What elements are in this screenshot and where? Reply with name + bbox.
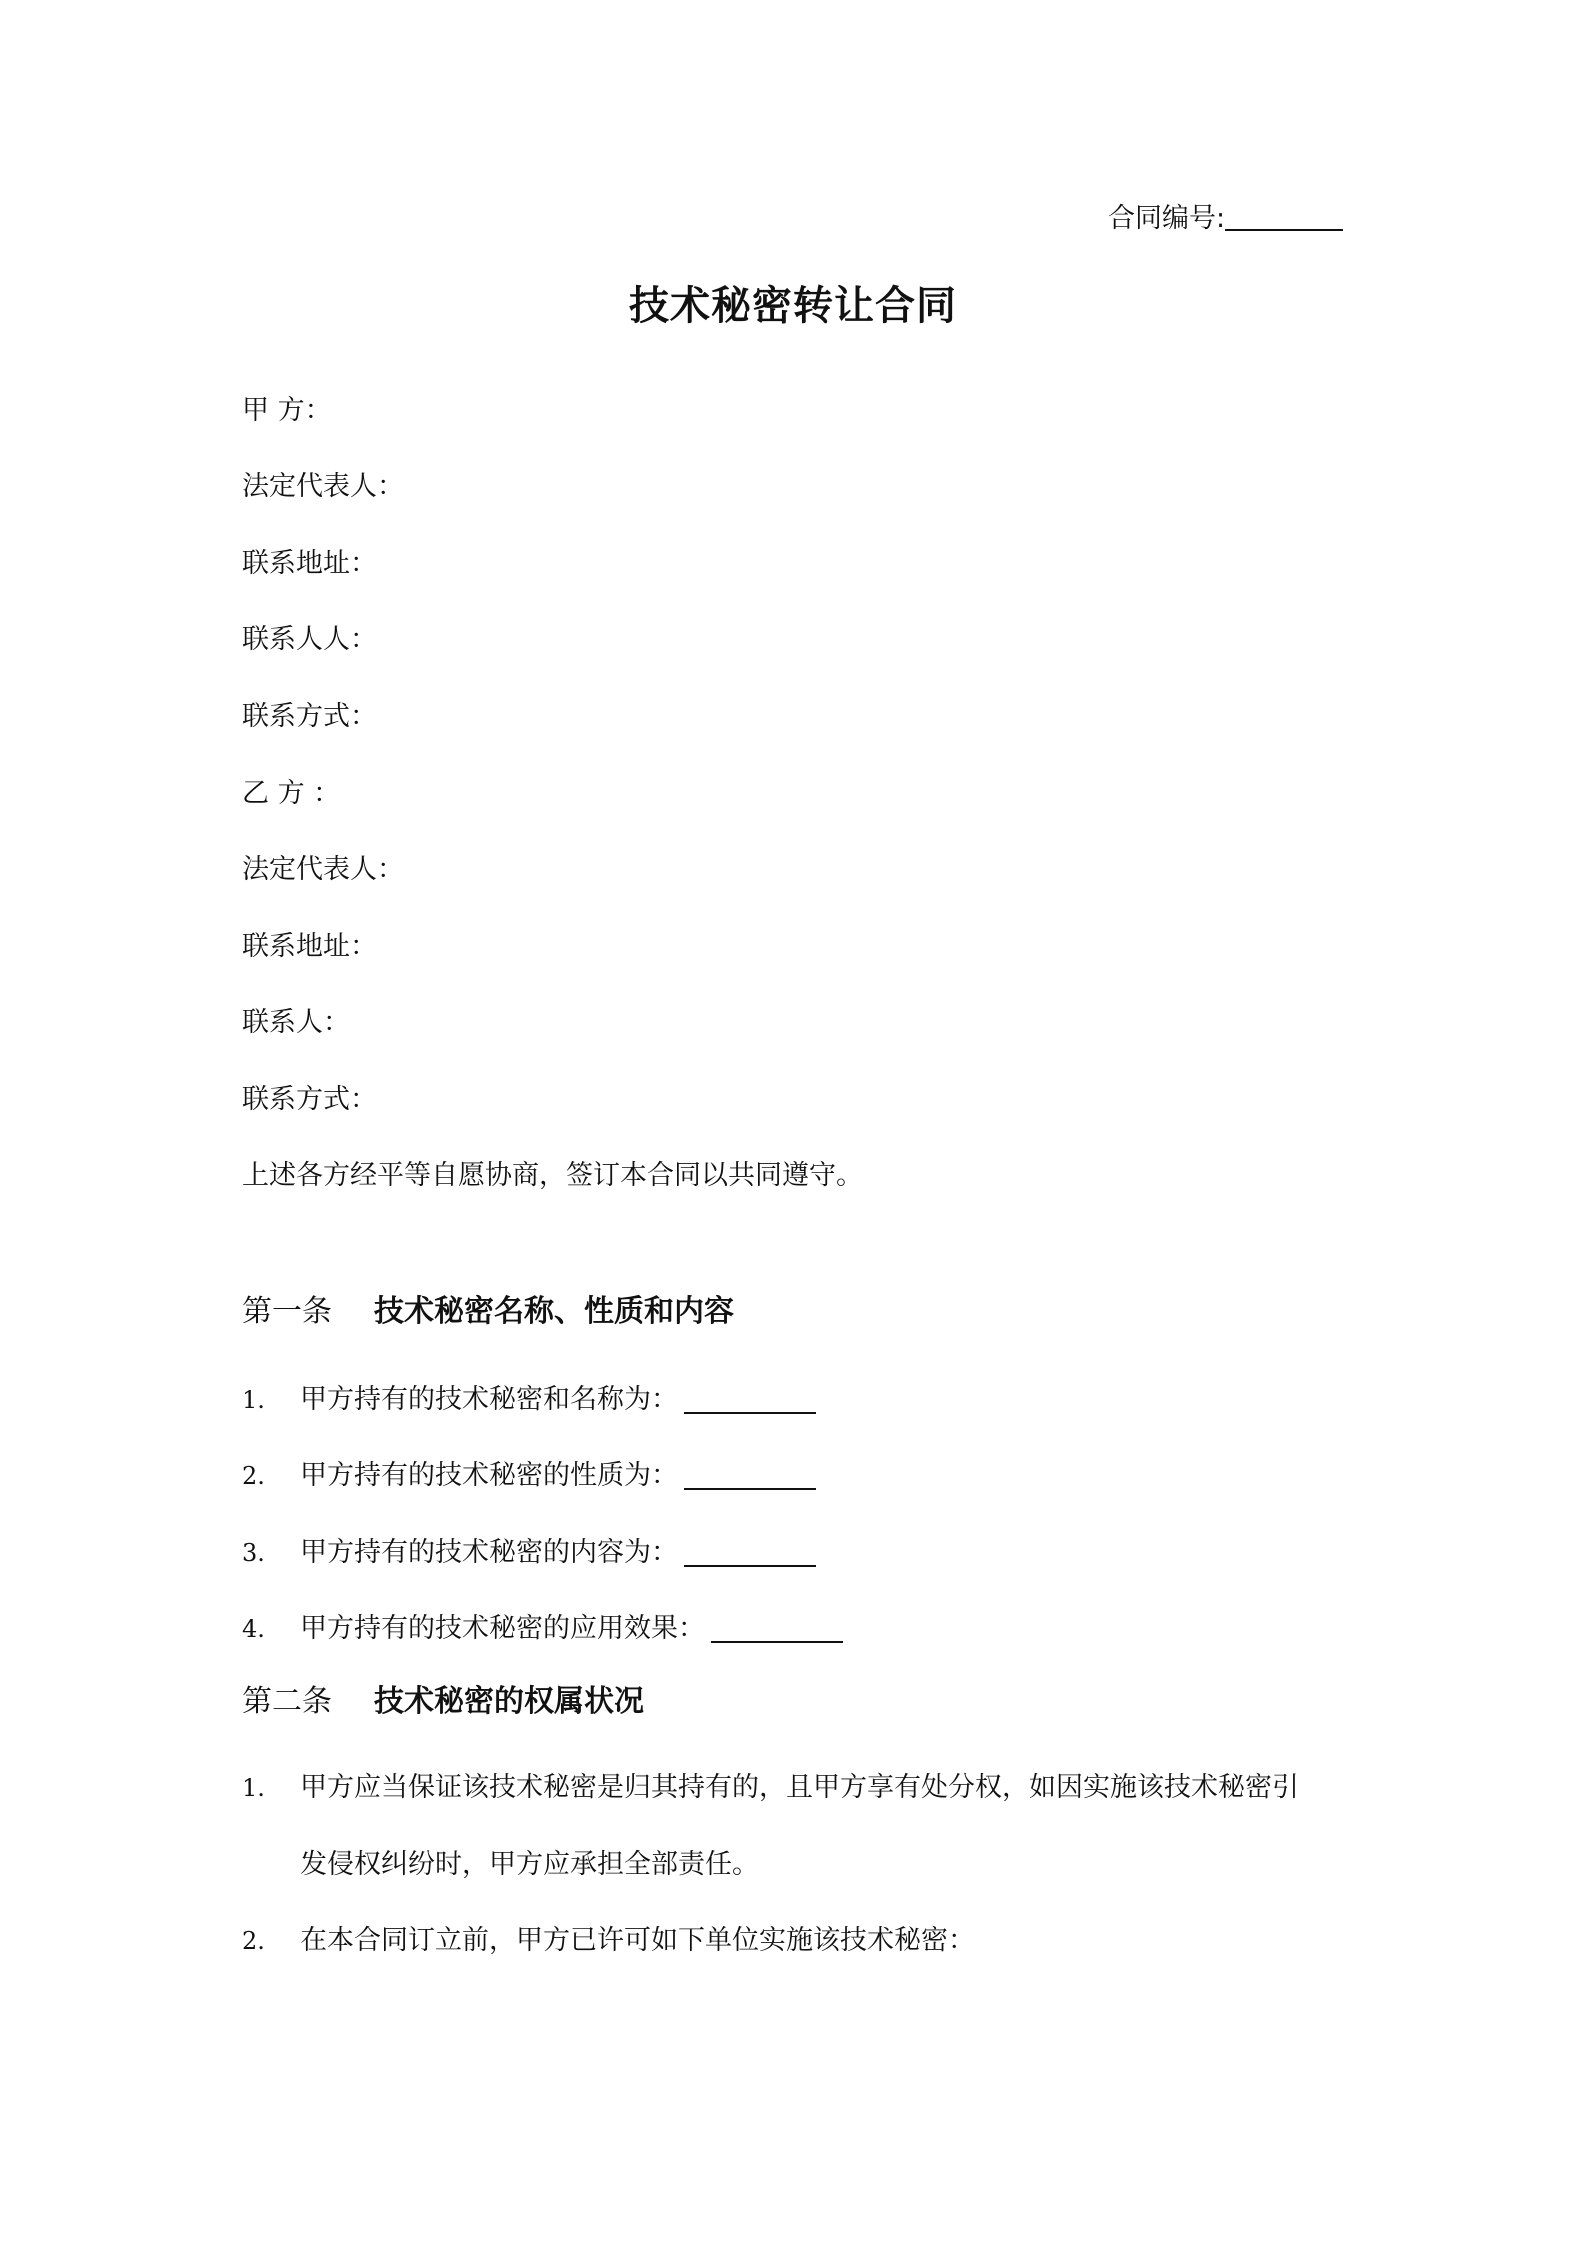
- item-index: 1.: [242, 1386, 265, 1414]
- item-index: 4.: [242, 1615, 265, 1643]
- article-2-heading: [242, 1676, 644, 1720]
- article-1-number: 第一条: [242, 1294, 332, 1329]
- party-b-label: 乙 方 ：: [242, 778, 341, 809]
- article-1-heading: [242, 1286, 734, 1330]
- item-index: 2.: [242, 1462, 265, 1490]
- party-a-address: 联系地址：: [242, 548, 377, 579]
- article-2-item: [242, 1918, 975, 1957]
- article-2-item: [242, 1765, 1299, 1804]
- article-1-item: [242, 1453, 816, 1492]
- article-1-item: [242, 1606, 843, 1645]
- fill-blank: [684, 1386, 816, 1414]
- item-text: 甲方持有的技术秘密的性质为：: [300, 1460, 678, 1491]
- fill-blank: [684, 1539, 816, 1567]
- contract-number-blank: [1225, 203, 1343, 231]
- document-title: 技术秘密转让合同: [629, 283, 957, 329]
- intro-paragraph: 上述各方经平等自愿协商，签订本合同以共同遵守。: [242, 1160, 863, 1191]
- fill-blank: [711, 1615, 843, 1643]
- party-b-contact: 联系人：: [242, 1007, 350, 1038]
- article-1-item: [242, 1530, 816, 1569]
- contract-number-label: 合同编号:: [1108, 203, 1226, 234]
- article-2-name: 技术秘密的权属状况: [374, 1684, 644, 1719]
- article-1-name: 技术秘密名称、性质和内容: [374, 1294, 734, 1329]
- item-text: 甲方持有的技术秘密的应用效果：: [300, 1613, 705, 1644]
- party-b-representative: 法定代表人：: [242, 854, 404, 885]
- contract-number: [1108, 196, 1343, 235]
- item-text: 在本合同订立前，甲方已许可如下单位实施该技术秘密：: [300, 1925, 975, 1956]
- fill-blank: [684, 1462, 816, 1490]
- article-2-item-continuation: 发侵权纠纷时，甲方应承担全部责任。: [300, 1849, 759, 1880]
- party-a-representative: 法定代表人：: [242, 471, 404, 502]
- party-b-contact-method: 联系方式：: [242, 1084, 377, 1115]
- item-text: 甲方持有的技术秘密和名称为：: [300, 1384, 678, 1415]
- item-text: 甲方持有的技术秘密的内容为：: [300, 1537, 678, 1568]
- party-a-label: 甲 方：: [242, 395, 332, 426]
- item-text: 甲方应当保证该技术秘密是归其持有的，且甲方享有处分权，如因实施该技术秘密引: [300, 1772, 1299, 1803]
- party-a-contact-method: 联系方式：: [242, 701, 377, 732]
- item-index: 3.: [242, 1539, 265, 1567]
- item-index: 2.: [242, 1927, 265, 1955]
- item-index: 1.: [242, 1774, 265, 1802]
- article-2-number: 第二条: [242, 1684, 332, 1719]
- party-a-contact: 联系人人：: [242, 624, 377, 655]
- article-1-item: [242, 1377, 816, 1416]
- party-b-address: 联系地址：: [242, 931, 377, 962]
